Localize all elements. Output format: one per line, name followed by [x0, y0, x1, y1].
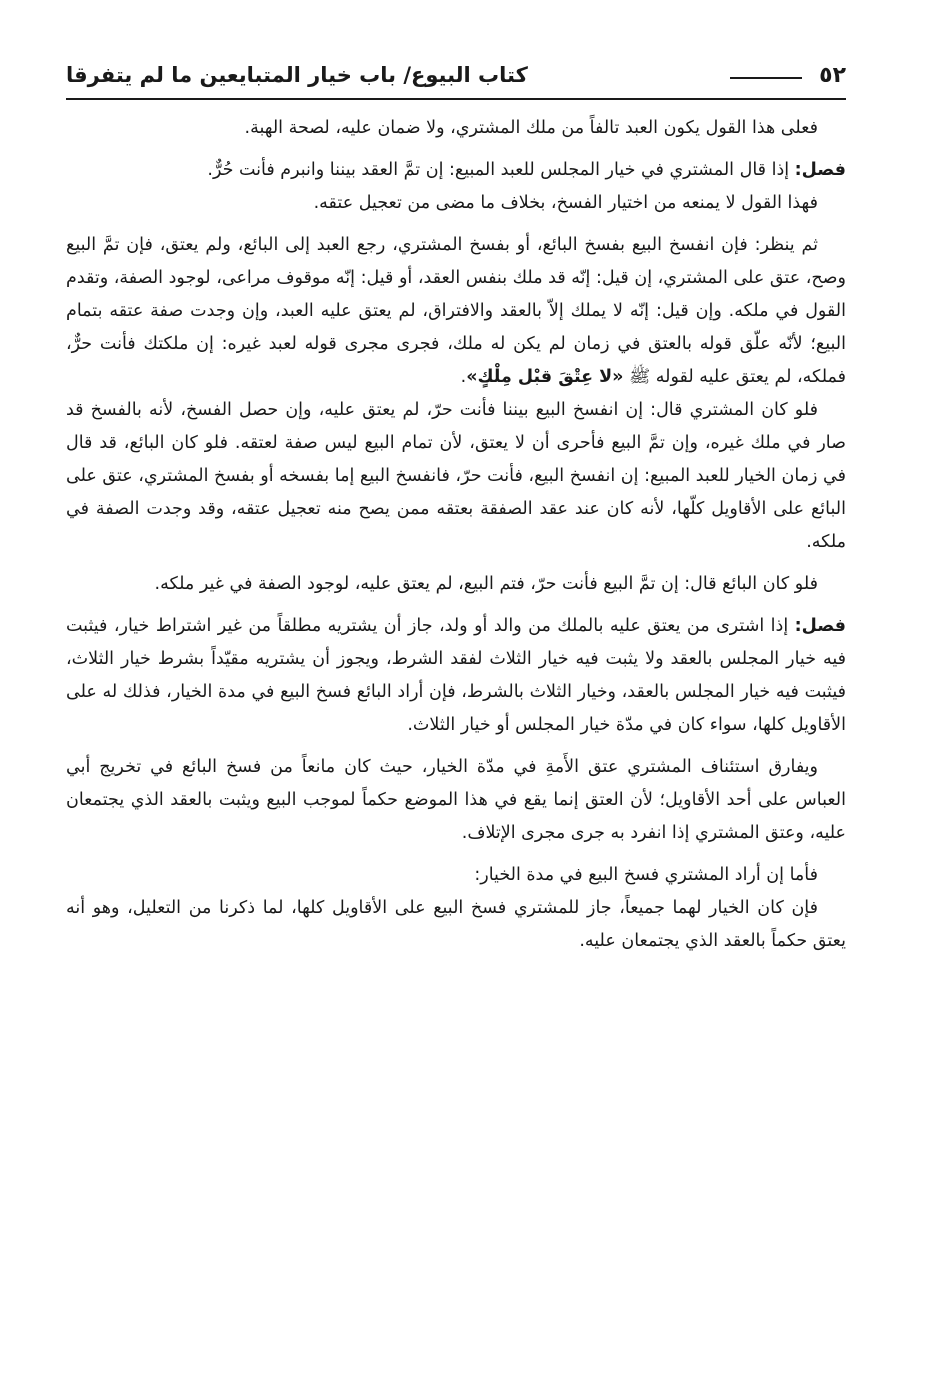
- page-number: ٥٢: [819, 63, 846, 88]
- paragraph-text: فلو كان المشتري قال: إن انفسخ البيع بيننا فأنت حرّ، لم يعتق عليه، وإن حصل الفسخ، لأنه بالفسخ قد صار في ملك غيره، وإن تمَّ البيع فأحرى أن لا يعتق، لأن تمام البيع ليس صفة لعتقه. فلو كان البائع، قد قال في زمان الخيار للعبد المبيع: إن انفسخ البيع، فأنت حرّ، فانفسخ البيع إما بفسخه أو بفسخ المشتري، عتق على البائع على الأقاويل كلّها، لأنه كان عند عقد الصفقة بعتقه ممن يصح منه تعجيل عتقه، وقد وجدت الصفة في ملكه.: [66, 400, 846, 552]
- paragraph-text: إذا اشترى من يعتق عليه بالملك من والد أو ولد، جاز أن يشتريه مطلقاً من غير اشتراط خيار، فيثبت فيه خيار المجلس بالعقد ولا يثبت فيه خيار الثلاث لفقد الشرط، ويجوز أن يشتريه مقيّداً بشرط خيار الثلاث، فيثبت فيه خيار المجلس بالعقد، وخيار الثلاث بالشرط، فإن أراد البائع فسخ البيع في مدة الخيار، فذلك له على الأقاويل كلها، سواء كان في مدّة خيار المجلس أو خيار الثلاث.: [66, 616, 846, 735]
- header-rule: [66, 98, 846, 100]
- paragraph: [66, 229, 846, 394]
- header-dash: [730, 77, 802, 79]
- paragraph-text: إذا قال المشتري في خيار المجلس للعبد المبيع: إن تمَّ العقد بيننا وانبرم فأنت حُرٌّ.: [207, 160, 795, 180]
- paragraph: [66, 892, 846, 958]
- paragraph: [66, 610, 846, 742]
- paragraph-text: ويفارق استئناف المشتري عتق الأَمةِ في مدّة الخيار، حيث كان مانعاً من فسخ البائع في تخريج أبي العباس على أحد الأقاويل؛ لأن العتق إنما يقع في هذا الموضع حكماً لموجب البيع ويثبت بالعقد الذي يجتمعان عليه، وعتق المشتري إذا انفرد به جرى مجرى الإتلاف.: [66, 757, 846, 843]
- section-label: فصل:: [794, 616, 846, 636]
- paragraph: [66, 568, 846, 601]
- section-label: فصل:: [794, 160, 846, 180]
- paragraph-text: فعلى هذا القول يكون العبد تالفاً من ملك المشتري، ولا ضمان عليه، لصحة الهبة.: [244, 118, 818, 138]
- paragraph: [66, 394, 846, 559]
- paragraph-text: فأما إن أراد المشتري فسخ البيع في مدة الخيار:: [474, 865, 818, 885]
- page-header: [66, 55, 846, 101]
- paragraph-text: فهذا القول لا يمنعه من اختيار الفسخ، بخلاف ما مضى من تعجيل عتقه.: [313, 193, 818, 213]
- paragraph-text: ثم ينظر: فإن انفسخ البيع بفسخ البائع، أو بفسخ المشتري، رجع العبد إلى البائع، ولم يعتق، فإن تمَّ البيع وصح، عتق على المشتري، إن قيل: إنّه قد ملك بنفس العقد، أو قيل: إنّه موقوف مراعى، لوجود الصفة، وتقدم القول في ملكه. وإن قيل: إنّه لا يملك إلاّ بالعقد والافتراق، لم يعتق عليه العبد، وإن وجدت صفة عتقه بتمام البيع؛ لأنّه علّق قوله بالعتق في زمان لم يكن له ملك، فجرى مجرى قوله لعبد غيره: إن ملكتك فأنت حرٌّ، فملكه، لم يعتق عليه لقوله ﷺ: [66, 235, 846, 387]
- running-title: كتاب البيوع/ باب خيار المتبايعين ما لم يتفرقا: [66, 63, 528, 87]
- paragraph-text-end: .: [460, 367, 467, 387]
- body-text: [66, 112, 846, 967]
- paragraph: [66, 112, 846, 145]
- paragraph: [66, 859, 846, 892]
- paragraph: [66, 154, 846, 187]
- paragraph-text: فإن كان الخيار لهما جميعاً، جاز للمشتري فسخ البيع على الأقاويل كلها، لما ذكرنا من التعليل، وهو أنه يعتق حكماً بالعقد الذي يجتمعان عليه.: [66, 898, 846, 951]
- hadith-quote: «لا عِتْقَ قبْل مِلْكٍ»: [466, 367, 624, 387]
- paragraph-text: فلو كان البائع قال: إن تمَّ البيع فأنت حرّ، فتم البيع، لم يعتق عليه، لوجود الصفة في غير ملكه.: [154, 574, 818, 594]
- paragraph: [66, 187, 846, 220]
- paragraph: [66, 751, 846, 850]
